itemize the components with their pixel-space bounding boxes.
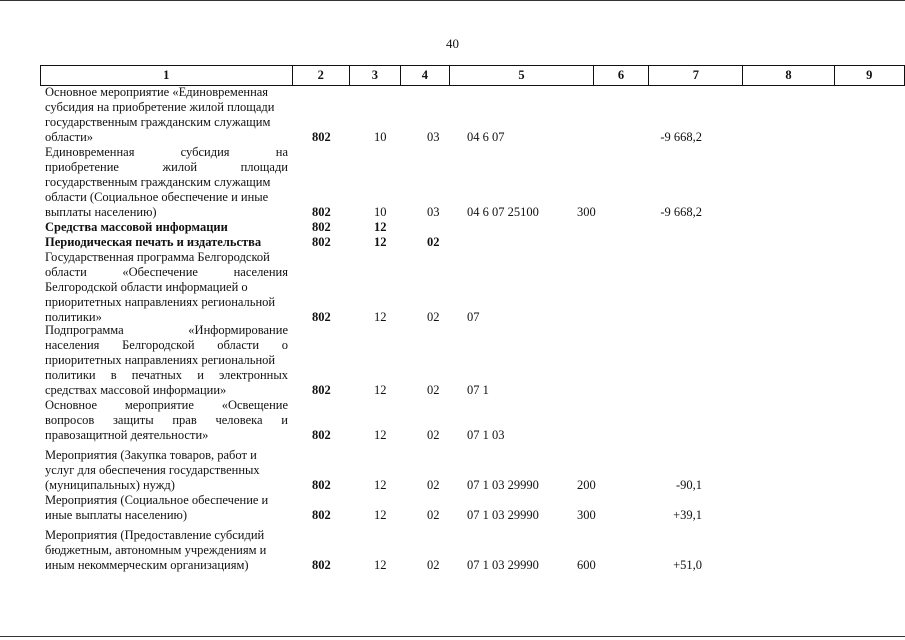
page-number: 40 bbox=[446, 36, 459, 51]
column-header-3: 3 bbox=[350, 66, 401, 86]
amount-change: +39,1 bbox=[673, 508, 702, 522]
section-code: 10 bbox=[374, 205, 387, 219]
row-description-line: Единовременная субсидия на bbox=[45, 145, 288, 159]
row-description bbox=[45, 528, 288, 573]
row-description-line: выплаты населению) bbox=[45, 205, 157, 219]
row-description-line: услуг для обеспечения государственных bbox=[45, 463, 260, 477]
row-description-line: приоритетных направлениях региональной bbox=[45, 353, 276, 367]
column-header-4: 4 bbox=[400, 66, 450, 86]
top-scan-edge bbox=[0, 0, 905, 1]
expense-type-code: 300 bbox=[577, 205, 596, 219]
row-description-line: приобретение жилой площади bbox=[45, 160, 288, 174]
row-description-line: Основное мероприятие «Единовременная bbox=[45, 85, 269, 99]
ministry-code: 802 bbox=[312, 220, 331, 234]
target-article-code: 07 1 03 29990 bbox=[467, 508, 539, 522]
row-description-line: Средства массовой информации bbox=[45, 220, 228, 234]
row-description bbox=[45, 235, 288, 250]
ministry-code: 802 bbox=[312, 205, 331, 219]
table-row bbox=[0, 493, 905, 523]
column-header-table bbox=[40, 65, 905, 86]
section-code: 12 bbox=[374, 428, 387, 442]
amount-change: +51,0 bbox=[673, 558, 702, 572]
column-header-1: 1 bbox=[41, 66, 293, 86]
section-code: 12 bbox=[374, 220, 387, 234]
section-code: 12 bbox=[374, 478, 387, 492]
row-description-line: области» bbox=[45, 130, 94, 144]
row-description bbox=[45, 448, 288, 493]
subsection-code: 02 bbox=[427, 508, 440, 522]
section-code: 12 bbox=[374, 310, 387, 324]
row-description bbox=[45, 85, 288, 145]
subsection-code: 02 bbox=[427, 383, 440, 397]
ministry-code: 802 bbox=[312, 130, 331, 144]
amount-change: -9 668,2 bbox=[660, 205, 702, 219]
row-description-line: Подпрограмма «Информирование bbox=[45, 323, 288, 337]
row-description-line: Периодическая печать и издательства bbox=[45, 235, 262, 249]
table-row bbox=[0, 448, 905, 493]
table-row bbox=[0, 235, 905, 250]
ministry-code: 802 bbox=[312, 235, 331, 249]
subsection-code: 02 bbox=[427, 310, 440, 324]
amount-change: -90,1 bbox=[675, 478, 702, 492]
ministry-code: 802 bbox=[312, 558, 331, 572]
section-code: 12 bbox=[374, 383, 387, 397]
row-description-line: правозащитной деятельности» bbox=[45, 428, 209, 442]
target-article-code: 07 1 03 29990 bbox=[467, 478, 539, 492]
row-description bbox=[45, 220, 288, 235]
ministry-code: 802 bbox=[312, 310, 331, 324]
ministry-code: 802 bbox=[312, 478, 331, 492]
row-description-line: Государственная программа Белгородской bbox=[45, 250, 270, 264]
section-code: 12 bbox=[374, 558, 387, 572]
subsection-code: 02 bbox=[427, 428, 440, 442]
subsection-code: 02 bbox=[427, 235, 440, 249]
row-description-line: приоритетных направлениях региональной bbox=[45, 295, 276, 309]
row-description-line: Белгородской области информацией о bbox=[45, 280, 248, 294]
column-header-8: 8 bbox=[743, 66, 834, 86]
column-header-5: 5 bbox=[450, 66, 594, 86]
column-header-2: 2 bbox=[292, 66, 349, 86]
subsection-code: 03 bbox=[427, 130, 440, 144]
row-description-line: области «Обеспечение населения bbox=[45, 265, 288, 279]
section-code: 10 bbox=[374, 130, 387, 144]
ministry-code: 802 bbox=[312, 508, 331, 522]
column-header-9: 9 bbox=[834, 66, 904, 86]
row-description bbox=[45, 323, 288, 398]
ministry-code: 802 bbox=[312, 428, 331, 442]
row-description-line: населения Белгородской области о bbox=[45, 338, 288, 352]
row-description-line: Мероприятия (Социальное обеспечение и bbox=[45, 493, 269, 507]
table-row bbox=[0, 250, 905, 325]
subsection-code: 03 bbox=[427, 205, 440, 219]
row-description-line: бюджетным, автономным учреждениям и bbox=[45, 543, 267, 557]
column-header-6: 6 bbox=[593, 66, 649, 86]
target-article-code: 07 bbox=[467, 310, 480, 324]
target-article-code: 04 6 07 bbox=[467, 130, 505, 144]
subsection-code: 02 bbox=[427, 478, 440, 492]
section-code: 12 bbox=[374, 508, 387, 522]
target-article-code: 04 6 07 25100 bbox=[467, 205, 539, 219]
row-description-line: Основное мероприятие «Освещение bbox=[45, 398, 288, 412]
row-description-line: (муниципальных) нужд) bbox=[45, 478, 175, 492]
row-description-line: политики» bbox=[45, 310, 102, 324]
row-description-line: политики в печатных и электронных bbox=[45, 368, 288, 382]
row-description-line: Мероприятия (Закупка товаров, работ и bbox=[45, 448, 257, 462]
table-row bbox=[0, 145, 905, 220]
row-description-line: вопросов защиты прав человека и bbox=[45, 413, 288, 427]
row-description-line: иным некоммерческим организациям) bbox=[45, 558, 249, 572]
amount-change: -9 668,2 bbox=[660, 130, 702, 144]
table-row bbox=[0, 398, 905, 443]
table-row bbox=[0, 85, 905, 145]
subsection-code: 02 bbox=[427, 558, 440, 572]
table-row bbox=[0, 528, 905, 573]
row-description bbox=[45, 250, 288, 325]
row-description bbox=[45, 493, 288, 523]
column-header-row bbox=[41, 66, 905, 86]
expense-type-code: 200 bbox=[577, 478, 596, 492]
target-article-code: 07 1 03 29990 bbox=[467, 558, 539, 572]
row-description bbox=[45, 398, 288, 443]
row-description-line: государственным гражданским служащим bbox=[45, 115, 271, 129]
target-article-code: 07 1 03 bbox=[467, 428, 505, 442]
row-description bbox=[45, 145, 288, 220]
row-description-line: субсидия на приобретение жилой площади bbox=[45, 100, 275, 114]
bottom-scan-edge bbox=[0, 636, 905, 637]
row-description-line: государственным гражданским служащим bbox=[45, 175, 271, 189]
target-article-code: 07 1 bbox=[467, 383, 489, 397]
expense-type-code: 600 bbox=[577, 558, 596, 572]
table-row bbox=[0, 220, 905, 235]
column-header-7: 7 bbox=[649, 66, 743, 86]
row-description-line: области (Социальное обеспечение и иные bbox=[45, 190, 269, 204]
section-code: 12 bbox=[374, 235, 387, 249]
row-description-line: Мероприятия (Предоставление субсидий bbox=[45, 528, 265, 542]
row-description-line: средствах массовой информации» bbox=[45, 383, 227, 397]
ministry-code: 802 bbox=[312, 383, 331, 397]
table-row bbox=[0, 323, 905, 398]
expense-type-code: 300 bbox=[577, 508, 596, 522]
row-description-line: иные выплаты населению) bbox=[45, 508, 188, 522]
